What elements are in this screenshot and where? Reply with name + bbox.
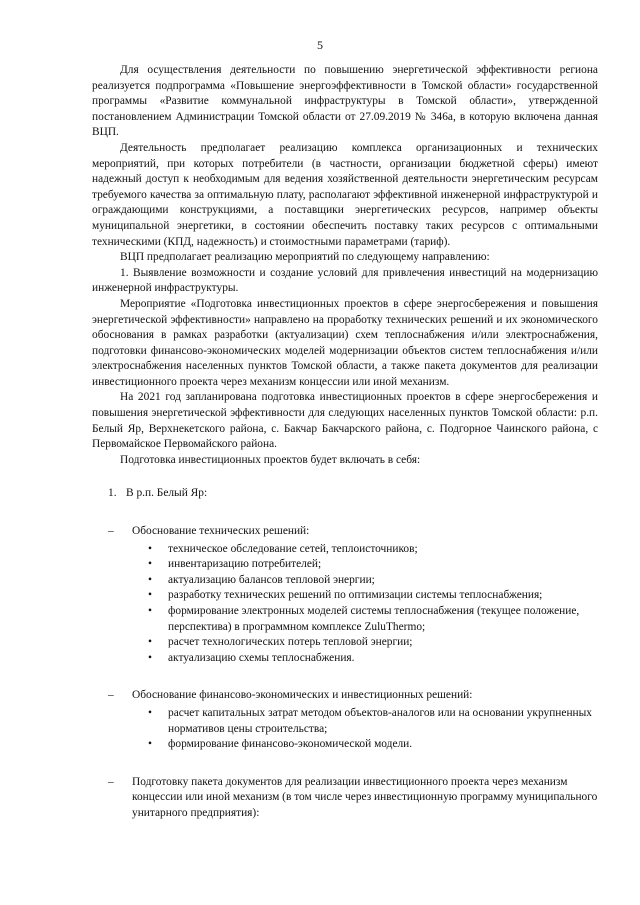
list-item-text: актуализацию балансов тепловой энергии; xyxy=(168,573,375,586)
bullet-icon: • xyxy=(148,738,152,751)
list-item xyxy=(92,573,598,589)
bullet-icon: • xyxy=(148,573,152,586)
list-item-text: инвентаризацию потребителей; xyxy=(168,558,322,571)
numbered-item xyxy=(92,486,598,502)
bullet-icon: • xyxy=(148,558,152,571)
paragraph-5: Мероприятие «Подготовка инвестиционных проектов в сфере энергосбережения и повышения энергетической эффективности» направлено на проработку технических решений и их экономического обоснования в рамках разработки (актуализации) схем теплоснабжения и/или электроснабжения, подготовки финансово-экономических моделей модернизации объектов систем теплоснабжения и/или электроснабжения населенных пунктов Томской области, а также пакета документов для реализации инвестиционного проекта через механизм концессии или иной механизм. xyxy=(92,297,598,388)
page-number: 5 xyxy=(317,38,323,52)
bullet-icon: • xyxy=(148,706,152,719)
list-item-text: актуализацию схемы теплоснабжения. xyxy=(168,651,355,664)
dash-line xyxy=(92,775,598,822)
list-item-text: формирование электронных моделей системы теплоснабжения (текущее положение, перспектива) в программном комплексе ZuluThermo; xyxy=(168,605,580,633)
bullet-list xyxy=(92,706,598,753)
bullet-icon: • xyxy=(148,589,152,602)
paragraph-2: Деятельность предполагает реализацию комплекса организационных и технических мероприятий, при которых потребители (в частности, организации бюджетной сферы) имеют надежный доступ к необходимым для ведения хозяйственной деятельности энергетическим ресурсам требуемого качества за оптимальную плату, располагают эффективной инженерной инфраструктурой и ограждающими конструкциями, а поставщики энергетических ресурсов, например объекты муниципальной энергетики, в состоянии обеспечить поставку таких ресурсов с оптимальными техническими (КПД, надежность) и стоимостными параметрами (тариф). xyxy=(92,141,598,248)
document-body xyxy=(92,63,598,822)
bullet-icon: • xyxy=(148,651,152,664)
list-item xyxy=(92,557,598,573)
list-item xyxy=(92,588,598,604)
dash-section-technical xyxy=(92,524,598,666)
list-item-text: расчет капитальных затрат методом объектов-аналогов или на основании укрупненных нормативов цены строительства; xyxy=(168,706,592,735)
list-item-text: формирование финансово-экономической модели. xyxy=(168,738,413,751)
list-item xyxy=(92,737,598,753)
paragraph-7: Подготовка инвестиционных проектов будет включать в себя: xyxy=(120,453,421,466)
list-item xyxy=(92,635,598,651)
numbered-item-text: В р.п. Белый Яр: xyxy=(126,487,208,500)
list-item xyxy=(92,651,598,667)
section-title: Обоснование технических решений: xyxy=(132,525,310,538)
bullet-list xyxy=(92,542,598,667)
dash-marker: – xyxy=(108,689,114,702)
paragraph-4: 1. Выявление возможности и создание условий для привлечения инвестиций на модернизацию инженерной инфраструктуры. xyxy=(92,266,598,295)
dash-line xyxy=(92,524,598,540)
dash-section-financial xyxy=(92,688,598,752)
dash-section-documents xyxy=(92,775,598,822)
list-item xyxy=(92,604,598,635)
paragraph-3: ВЦП предполагает реализацию мероприятий по следующему направлению: xyxy=(120,251,490,264)
list-item-text: техническое обследование сетей, теплоисточников; xyxy=(168,542,418,555)
dash-line xyxy=(92,688,598,704)
list-item xyxy=(92,542,598,558)
list-item-text: разработку технических решений по оптимизации системы теплоснабжения; xyxy=(168,589,543,602)
paragraph-1: Для осуществления деятельности по повышению энергетической эффективности региона реализуется подпрограмма «Повышение энергоэффективности в Томской области» государственной программы «Развитие коммунальной инфраструктуры в Томской области», утвержденной постановлением Администрации Томской области от 27.09.2019 № 346а, в которую включена данная ВЦП. xyxy=(92,64,598,139)
dash-marker: – xyxy=(108,775,114,788)
bullet-icon: • xyxy=(148,636,152,649)
section-title: Обоснование финансово-экономических и инвестиционных решений: xyxy=(132,689,473,702)
bullet-icon: • xyxy=(148,605,152,617)
list-item-text: расчет технологических потерь тепловой энергии; xyxy=(168,636,413,649)
bullet-icon: • xyxy=(148,542,152,555)
list-item xyxy=(92,706,598,737)
numbered-item-number: 1. xyxy=(108,487,117,500)
section-title: Подготовку пакета документов для реализации инвестиционного проекта через механизм концессии или иной механизм (в том числе через инвестиционную программу муниципального унитарного предприятия): xyxy=(132,775,598,819)
dash-marker: – xyxy=(108,525,114,538)
paragraph-6: На 2021 год запланирована подготовка инвестиционных проектов в сфере энергосбережения и повышения энергетической эффективности для следующих населенных пунктов Томской области: р.п. Белый Яр, Верхнекетского района, с. Бакчар Бакчарского района, с. Подгорное Чаинского района, с Первомайское Первомайского района. xyxy=(92,391,598,451)
